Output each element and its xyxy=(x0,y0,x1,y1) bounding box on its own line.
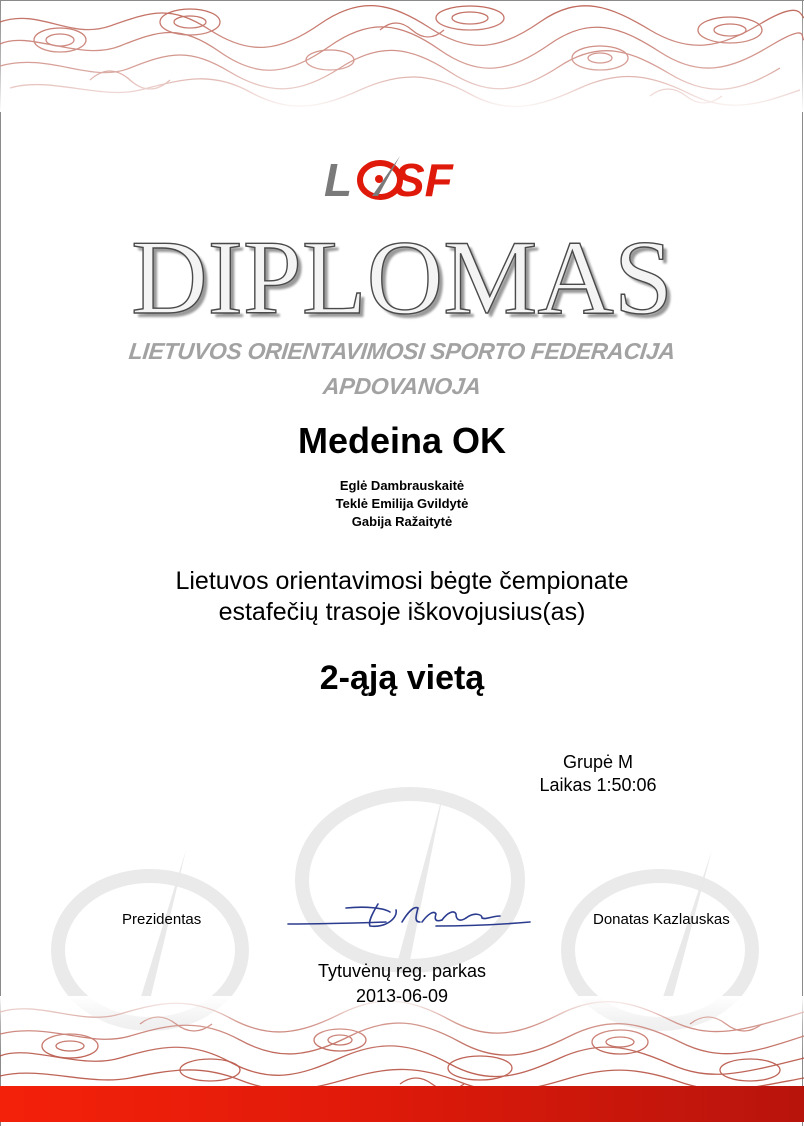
team-member: Eglė Dambrauskaitė xyxy=(339,478,465,493)
logo-l-letter: L xyxy=(324,154,353,204)
achievement-text-line-2: estafečių trasoje iškovojusius(as) xyxy=(218,598,586,626)
team-member: Gabija Ražaitytė xyxy=(351,514,453,529)
federation-name: LIETUVOS ORIENTAVIMOSI SPORTO FEDERACIJA xyxy=(127,338,677,364)
event-date: 2013-06-09 xyxy=(355,986,449,1006)
group-label: Grupė M xyxy=(562,752,634,772)
event-venue: Tytuvėnų reg. parkas xyxy=(317,961,487,981)
team-member: Teklė Emilija Gvildytė xyxy=(335,496,469,511)
logo-sf-letters: SF xyxy=(394,154,453,204)
place-awarded: 2-ąją vietą xyxy=(319,659,485,697)
losf-logo xyxy=(322,152,488,204)
bottom-red-band xyxy=(0,1086,804,1122)
handwritten-signature xyxy=(286,896,534,934)
team-name: Medeina OK xyxy=(297,420,507,461)
signer-role: Prezidentas xyxy=(122,911,202,928)
signer-name: Donatas Kazlauskas xyxy=(593,911,730,928)
diploma-title: DIPLOMAS xyxy=(131,219,673,336)
time-label: Laikas 1:50:06 xyxy=(539,775,657,795)
awards-heading: APDOVANOJA xyxy=(321,373,483,399)
achievement-text-line-1: Lietuvos orientavimosi bėgte čempionate xyxy=(175,567,629,595)
